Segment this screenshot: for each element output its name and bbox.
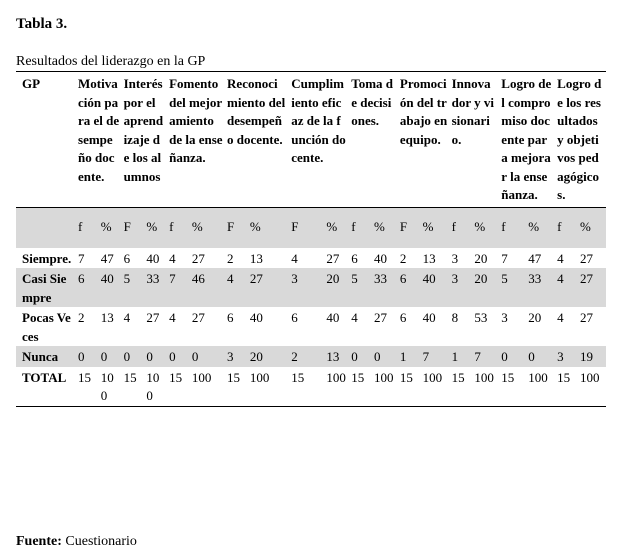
table-cell: 27: [248, 268, 289, 307]
table-cell: 3: [225, 346, 248, 367]
table-cell: 27: [579, 250, 593, 266]
table-cell: 0: [349, 346, 372, 367]
table-cell: 15: [291, 369, 305, 385]
table-cell: 100: [474, 369, 494, 385]
table-cell: 100: [528, 369, 548, 385]
subheader-cell: f: [349, 207, 372, 248]
table-cell: 3: [289, 268, 324, 307]
header-cell: Reconocimiento del desempeño docente.: [227, 76, 286, 147]
table-cell: 33: [144, 268, 167, 307]
subheader-cell: %: [248, 207, 289, 248]
table-cell: 6: [398, 268, 421, 307]
source-label: Fuente:: [16, 534, 62, 549]
table-cell: 2: [289, 346, 324, 367]
row-label: TOTAL: [22, 369, 67, 385]
table-cell: 40: [99, 268, 122, 307]
table-cell: 40: [146, 250, 160, 266]
subheader-cell: F: [398, 207, 421, 248]
table-cell: 7: [501, 250, 508, 266]
table-cell: 4: [291, 250, 298, 266]
table-cell: 7: [167, 268, 190, 307]
table-cell: 33: [526, 268, 555, 307]
table-cell: 20: [324, 268, 349, 307]
subheader-cell: f: [76, 207, 99, 248]
table-cell: 3: [501, 310, 508, 325]
table-cell: 46: [190, 268, 225, 307]
table-cell: 27: [579, 310, 593, 325]
table-cell: 4: [557, 250, 564, 266]
table-cell: 7: [78, 250, 85, 266]
table-cell: 0: [499, 346, 526, 367]
table-cell: 6: [291, 310, 298, 325]
row-label: Casi Siempre: [16, 268, 76, 307]
table-cell: 15: [227, 369, 241, 385]
table-cell: 100: [146, 369, 160, 403]
header-cell: Logro de los resultados y objetivos pedagógicos.: [557, 76, 602, 202]
table-cell: 0: [99, 346, 122, 367]
results-table: [16, 71, 606, 407]
source-text: Cuestionario: [61, 534, 137, 549]
subheader-cell: F: [225, 207, 248, 248]
table-cell: 2: [78, 310, 85, 325]
table-cell: 4: [555, 268, 578, 307]
table-cell: 27: [578, 268, 606, 307]
subheader-cell: %: [421, 207, 450, 248]
table-cell: 8: [451, 310, 459, 325]
table-cell: 0: [526, 346, 555, 367]
subheader-cell: %: [472, 207, 499, 248]
table-cell: 15: [351, 369, 365, 385]
subheader-cell: %: [190, 207, 225, 248]
table-cell: 0: [190, 346, 225, 367]
table-cell: 6: [123, 250, 131, 266]
table-cell: 40: [421, 268, 450, 307]
subheader-cell: %: [526, 207, 555, 248]
table-cell: 4: [169, 310, 176, 325]
table-cell: 27: [191, 250, 205, 266]
table-cell: 27: [374, 310, 387, 325]
table-cell: 20: [472, 268, 499, 307]
table-number: Tabla 3.: [16, 16, 68, 32]
subheader-cell: F: [122, 207, 145, 248]
subheader-cell: f: [499, 207, 526, 248]
header-gp: GP: [22, 76, 41, 91]
table-cell: 100: [422, 369, 443, 385]
table-cell: 100: [249, 369, 270, 385]
table-cell: 5: [122, 268, 145, 307]
table-cell: 13: [249, 250, 263, 266]
table-cell: 4: [225, 268, 248, 307]
table-cell: 2: [227, 250, 234, 266]
table-cell: 1: [398, 346, 421, 367]
table-cell: 100: [326, 369, 346, 385]
table-cell: 7: [472, 346, 499, 367]
table-cell: 20: [528, 310, 542, 325]
header-cell: Toma de decisiones.: [351, 76, 394, 128]
table-cell: 3: [450, 268, 473, 307]
table-cell: 2: [399, 250, 407, 266]
table-cell: 100: [100, 369, 114, 403]
table-cell: 5: [499, 268, 526, 307]
table-cell: 7: [421, 346, 450, 367]
table-cell: 13: [100, 310, 114, 325]
subheader-cell: %: [324, 207, 349, 248]
subheader-cell: %: [99, 207, 122, 248]
table-cell: 100: [191, 369, 212, 385]
row-label: Siempre.: [22, 250, 72, 266]
table-cell: 53: [474, 310, 488, 325]
table-cell: 6: [76, 268, 99, 307]
table-cell: 4: [123, 310, 131, 325]
table-cell: 19: [578, 346, 606, 367]
subheader-cell: f: [167, 207, 190, 248]
table-row: [16, 268, 606, 307]
table-cell: 3: [555, 346, 578, 367]
header-cell: Innovador y visionario.: [451, 76, 495, 147]
table-cell: 15: [78, 369, 92, 385]
table-cell: 4: [351, 310, 358, 325]
table-cell: 15: [451, 369, 465, 385]
header-cell: Interés por el aprendizaje de los alumnos: [123, 76, 164, 184]
table-cell: 33: [372, 268, 398, 307]
table-row: [16, 307, 606, 346]
header-cell: Promoción del trabajo en equipo.: [399, 76, 448, 147]
row-label: Pocas Veces: [22, 310, 71, 344]
table-cell: 6: [351, 250, 358, 266]
table-cell: 6: [227, 310, 234, 325]
table-cell: 47: [528, 250, 542, 266]
table-cell: 15: [399, 369, 413, 385]
table-cell: 4: [169, 250, 176, 266]
table-cell: 4: [557, 310, 564, 325]
table-cell: 1: [450, 346, 473, 367]
table-cell: 20: [248, 346, 289, 367]
subheader-cell: %: [372, 207, 398, 248]
table-caption: Resultados del liderazgo en la GP: [16, 54, 206, 69]
table-cell: 0: [372, 346, 398, 367]
table-cell: 27: [191, 310, 205, 325]
table-cell: 0: [144, 346, 167, 367]
table-cell: 3: [451, 250, 459, 266]
row-label: Nunca: [16, 346, 76, 367]
table-cell: 15: [123, 369, 137, 385]
subheader-row: [16, 207, 606, 248]
header-cell: Fomento del mejoramiento de la enseñanza.: [169, 76, 223, 165]
table-cell: 20: [474, 250, 488, 266]
subheader-cell: f: [555, 207, 578, 248]
table-cell: 27: [326, 250, 340, 266]
subheader-cell: [16, 207, 76, 248]
table-cell: 40: [326, 310, 340, 325]
table-cell: 13: [324, 346, 349, 367]
table-cell: 0: [167, 346, 190, 367]
table-cell: 15: [169, 369, 183, 385]
subheader-cell: f: [450, 207, 473, 248]
table-row: [16, 367, 606, 407]
header-row: [16, 72, 606, 208]
table-cell: 40: [422, 310, 436, 325]
table-cell: 27: [146, 310, 160, 325]
subheader-cell: %: [144, 207, 167, 248]
table-cell: 15: [501, 369, 515, 385]
table-source: [16, 534, 137, 550]
table-cell: 40: [249, 310, 263, 325]
subheader-cell: F: [289, 207, 324, 248]
table-cell: 100: [374, 369, 394, 385]
table-cell: 47: [100, 250, 114, 266]
header-cell: Cumplimiento eficaz de la función docente.: [291, 76, 346, 165]
table-cell: 13: [422, 250, 436, 266]
table-row: [16, 346, 606, 367]
header-cell: Motivación para el desempeño docente.: [78, 76, 120, 184]
table-cell: 0: [76, 346, 99, 367]
table-cell: 0: [122, 346, 145, 367]
table-row: [16, 248, 606, 269]
subheader-cell: %: [578, 207, 606, 248]
table-cell: 6: [399, 310, 407, 325]
table-cell: 5: [349, 268, 372, 307]
table-cell: 15: [557, 369, 571, 385]
table-cell: 40: [374, 250, 387, 266]
header-cell: Logro del compromiso docente para mejorar la enseñanza.: [501, 76, 552, 202]
table-cell: 100: [579, 369, 600, 385]
